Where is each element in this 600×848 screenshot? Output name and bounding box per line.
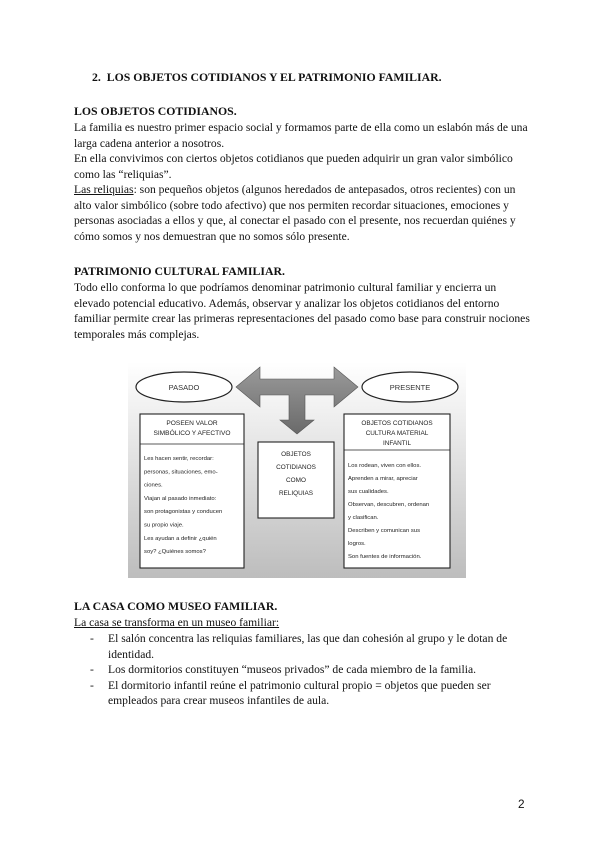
right-box-item-line: Describen y comunican sus	[348, 528, 421, 534]
patrimonio-heading: PATRIMONIO CULTURAL FAMILIAR.	[74, 264, 285, 278]
objetos-heading: LOS OBJETOS COTIDIANOS.	[74, 104, 237, 118]
right-box-item-line: y clasifican.	[348, 515, 379, 521]
right-box-item-line: Los rodean, viven con ellos.	[348, 463, 422, 469]
list-item: - El salón concentra las reliquias familiares, las que dan cohesión al grupo y le dotan de identidad.	[90, 631, 530, 662]
patrimonio-diagram	[128, 362, 466, 578]
left-box-item-line: personas, situaciones, emo-	[144, 469, 218, 476]
center-box-line: COTIDIANOS	[276, 464, 316, 471]
left-box-title-line: SIMBÓLICO Y AFECTIVO	[153, 430, 231, 437]
right-box-title-line: CULTURA MATERIAL	[365, 430, 429, 437]
left-box-item-line: son protagonistas y conducen	[144, 509, 223, 516]
left-box-title-line: POSEEN VALOR	[166, 420, 218, 427]
section-title: 2. LOS OBJETOS COTIDIANOS Y EL PATRIMONIO FAMILIAR.	[92, 70, 442, 84]
right-box-title-line: INFANTIL	[382, 440, 412, 447]
left-box-item-line: ciones.	[144, 482, 163, 489]
center-box-line: RELIQUIAS	[278, 490, 314, 497]
objetos-paragraph-1: La familia es nuestro primer espacio social y formamos parte de ella como un eslabón más de una larga cadena anterior a nosotros.	[74, 121, 528, 150]
right-box-item-line: Aprenden a mirar, apreciar	[348, 476, 418, 482]
right-box-item-line: Observan, descubren, ordenan	[348, 502, 430, 508]
center-box-line: COMO	[286, 477, 306, 484]
casa-list	[90, 631, 530, 709]
left-box-item-line: Les ayudan a definir ¿quién	[144, 535, 217, 542]
reliquias-definition: : son pequeños objetos (algunos heredados de antepasados, otros recientes) con un alto valor simbólico (sobre todo afectivo) que nos permiten recordar situaciones, emociones y personas asociadas a ellos y que, al conectar el pasado con el presente, nos recuerdan quiénes y cómo somos y nos demuestran que no somos sólo presente.	[74, 183, 516, 243]
list-item: - Los dormitorios constituyen “museos privados” de cada miembro de la familia.	[90, 662, 530, 678]
left-box-item-line: su propio viaje.	[144, 522, 184, 529]
right-box-item-line: Son fuentes de información.	[348, 554, 422, 560]
casa-subtitle: La casa se transforma en un museo familiar:	[74, 616, 280, 629]
left-box-item-line: Les hacen sentir, recordar:	[144, 456, 214, 462]
left-box-item-line: Viajan al pasado inmediato:	[144, 495, 217, 502]
casa-heading: LA CASA COMO MUSEO FAMILIAR.	[74, 599, 278, 613]
pasado-label: PASADO	[168, 383, 200, 392]
right-box-title-line: OBJETOS COTIDIANOS	[361, 420, 433, 427]
right-box-item-line: logros.	[348, 541, 366, 547]
reliquias-paragraph	[74, 182, 530, 244]
patrimonio-paragraph: Todo ello conforma lo que podríamos denominar patrimonio cultural familiar y encierra un elevado potencial educativo. Además, observar y analizar los objetos cotidianos del entorno familiar permite crear las primeras representaciones del pasado como base para construir nociones temporales más complejas.	[74, 281, 530, 341]
center-box-line: OBJETOS	[281, 451, 311, 458]
right-box-item-line: sus cualidades.	[348, 489, 389, 495]
left-box-item-line: soy? ¿Quiénes somos?	[144, 549, 206, 556]
objetos-paragraph-2: En ella convivimos con ciertos objetos cotidianos que pueden adquirir un gran valor simbólico como las “reliquias”.	[74, 152, 513, 181]
page-number: 2	[518, 797, 525, 811]
presente-label: PRESENTE	[389, 383, 431, 392]
reliquias-term: Las reliquias	[74, 183, 134, 196]
list-item: - El dormitorio infantil reúne el patrimonio cultural propio = objetos que pueden ser empleados para crear museos infantiles de aula.	[90, 678, 530, 709]
left-box	[140, 414, 244, 568]
